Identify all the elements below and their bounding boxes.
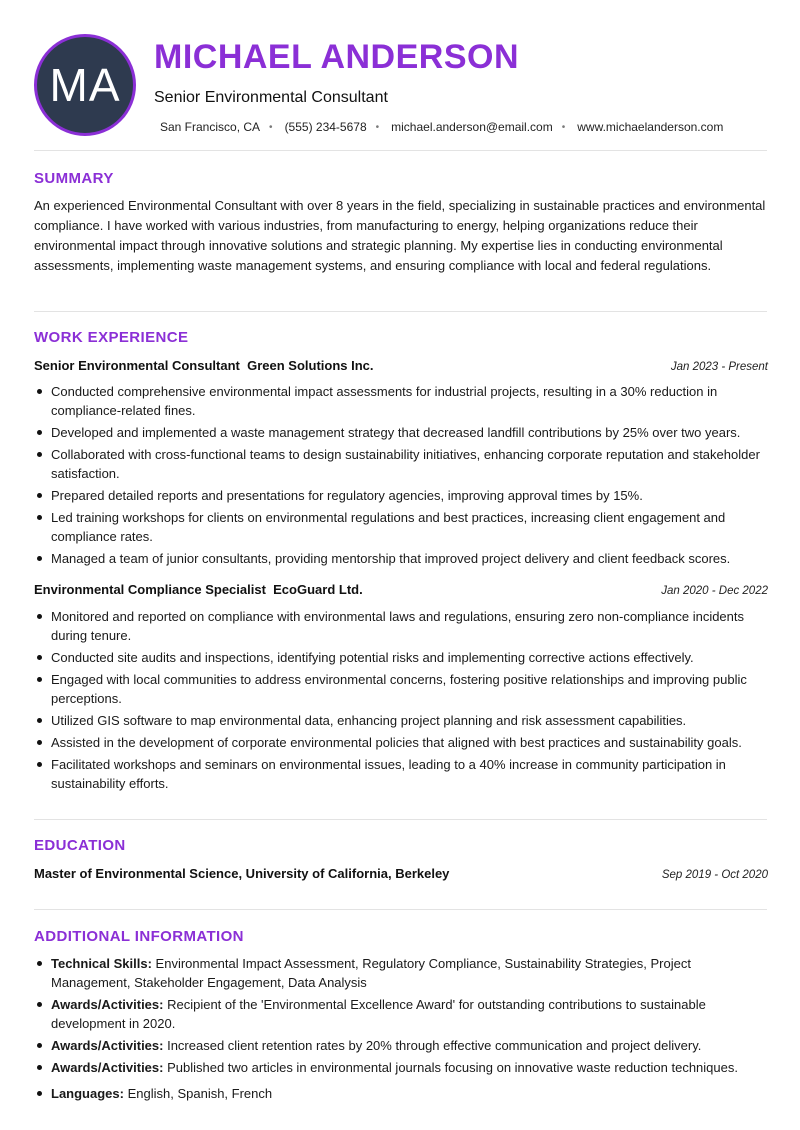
list-item <box>34 1084 768 1103</box>
list-item: Managed a team of junior consultants, providing mentorship that improved project delivery and client feedback scores. <box>34 549 768 568</box>
item-label: Awards/Activities: <box>51 1038 164 1053</box>
item-label: Technical Skills: <box>51 956 152 971</box>
item-text: Environmental Impact Assessment, Regulatory Compliance, Sustainability Strategies, Project Management, Stakeholder Engagement, Data Analysis <box>51 956 691 990</box>
job-company: EcoGuard Ltd. <box>273 582 363 597</box>
list-item: Led training workshops for clients on environmental regulations and best practices, increasing client engagement and compliance rates. <box>34 508 768 546</box>
contact-website[interactable]: www.michaelanderson.com <box>577 120 724 134</box>
list-item <box>34 995 768 1033</box>
candidate-title: Senior Environmental Consultant <box>154 89 388 106</box>
contact-phone: (555) 234-5678 <box>284 120 367 134</box>
contact-line <box>160 120 723 134</box>
contact-email[interactable]: michael.anderson@email.com <box>391 120 553 134</box>
job-role: Senior Environmental Consultant <box>34 358 240 373</box>
job-header <box>34 358 768 373</box>
job-role-company <box>34 582 363 597</box>
additional-info-heading: ADDITIONAL INFORMATION <box>34 928 244 945</box>
list-item <box>34 954 768 992</box>
item-text: Recipient of the 'Environmental Excellence Award' for outstanding contributions to sustainable development in 2020. <box>51 997 706 1031</box>
job-header <box>34 582 768 597</box>
item-text: English, Spanish, French <box>127 1086 273 1101</box>
education-heading: EDUCATION <box>34 837 126 854</box>
list-item: Monitored and reported on compliance with environmental laws and regulations, ensuring zero non-compliance incidents during tenure. <box>34 607 768 645</box>
avatar-initials: MA <box>49 59 121 111</box>
avatar <box>34 34 136 136</box>
item-label: Awards/Activities: <box>51 1060 164 1075</box>
contact-separator: • <box>561 121 566 133</box>
job-role: Environmental Compliance Specialist <box>34 582 266 597</box>
job-company: Green Solutions Inc. <box>247 358 374 373</box>
job-role-company <box>34 358 374 373</box>
education-entry <box>34 866 768 881</box>
list-item: Utilized GIS software to map environmental data, enhancing project planning and risk assessment capabilities. <box>34 711 768 730</box>
job-dates: Jan 2020 - Dec 2022 <box>661 585 768 597</box>
contact-location: San Francisco, CA <box>160 120 261 134</box>
list-item: Facilitated workshops and seminars on environmental issues, leading to a 40% increase in community participation in sustainability efforts. <box>34 755 768 793</box>
item-label: Languages: <box>51 1086 124 1101</box>
summary-text: An experienced Environmental Consultant with over 8 years in the field, specializing in sustainable practices and environmental compliance. I have worked with various industries, from manufacturing to energy, helping organizations reduce their environmental impact through innovative solutions and strategic planning. My expertise lies in conducting environmental assessments, implementing waste management systems, and ensuring compliance with local and federal regulations. <box>34 198 766 273</box>
list-item: Assisted in the development of corporate environmental policies that aligned with best practices and sustainability goals. <box>34 733 768 752</box>
divider <box>34 819 767 820</box>
list-item: Developed and implemented a waste management strategy that decreased landfill contributions by 25% over two years. <box>34 423 768 442</box>
education-degree: Master of Environmental Science, University of California, Berkeley <box>34 866 450 881</box>
list-item: Collaborated with cross-functional teams to design sustainability initiatives, enhancing corporate reputation and stakeholder satisfaction. <box>34 445 768 483</box>
job-bullets <box>34 382 768 571</box>
candidate-name: MICHAEL ANDERSON <box>154 38 520 76</box>
additional-info-list <box>34 954 768 1106</box>
item-label: Awards/Activities: <box>51 997 164 1012</box>
list-item: Conducted site audits and inspections, identifying potential risks and implementing corrective actions effectively. <box>34 648 768 667</box>
work-experience-heading: WORK EXPERIENCE <box>34 329 189 346</box>
item-text: Published two articles in environmental journals focusing on innovative waste reduction techniques. <box>167 1060 738 1075</box>
education-dates: Sep 2019 - Oct 2020 <box>661 869 768 881</box>
list-item: Conducted comprehensive environmental impact assessments for industrial projects, resulting in a 30% reduction in compliance-related fines. <box>34 382 768 420</box>
item-text: Increased client retention rates by 20% through effective communication and project delivery. <box>167 1038 702 1053</box>
job-bullets <box>34 607 768 796</box>
list-item <box>34 1058 768 1077</box>
contact-separator: • <box>375 121 380 133</box>
list-item <box>34 1036 768 1055</box>
job-dates: Jan 2023 - Present <box>670 361 768 373</box>
divider <box>34 150 767 151</box>
divider <box>34 909 767 910</box>
summary-heading: SUMMARY <box>34 170 114 187</box>
list-item: Prepared detailed reports and presentations for regulatory agencies, improving approval times by 15%. <box>34 486 768 505</box>
divider <box>34 311 767 312</box>
list-item: Engaged with local communities to address environmental concerns, fostering positive relationships and improving public perceptions. <box>34 670 768 708</box>
contact-separator: • <box>269 121 273 133</box>
